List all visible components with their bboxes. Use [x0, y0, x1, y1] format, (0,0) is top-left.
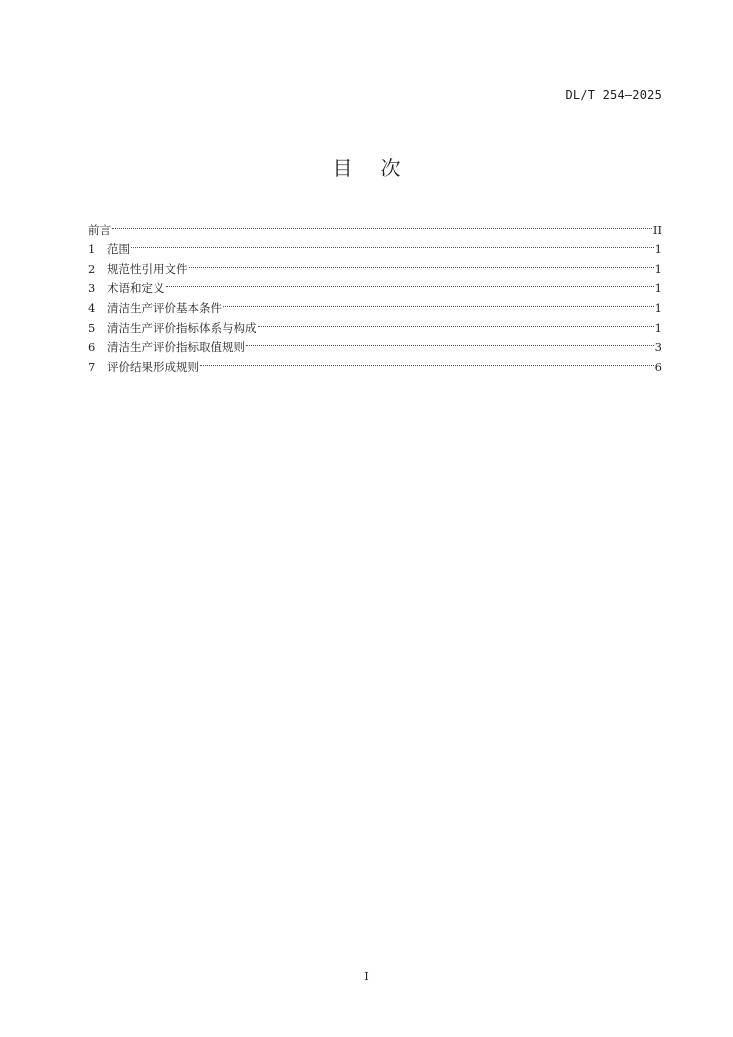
toc-leader-dots: [166, 273, 654, 293]
toc-leader-dots: [131, 234, 654, 254]
toc-entry-number: 7: [88, 359, 96, 374]
toc-entry-page: 1: [654, 261, 662, 276]
toc-entry-label: 清洁生产评价指标取值规则: [107, 340, 245, 355]
toc-entry-3[interactable]: [88, 273, 662, 296]
toc-entry-2[interactable]: [88, 253, 662, 276]
toc-leader-dots: [246, 332, 654, 352]
toc-entry-number: 1: [88, 242, 96, 257]
toc-entry-4[interactable]: [88, 292, 662, 315]
document-code: DL/T 254—2025: [565, 88, 662, 102]
toc-entry-label: 评价结果形成规则: [107, 359, 199, 374]
toc-entry-page: 1: [654, 320, 662, 335]
toc-entry-number: 2: [88, 261, 96, 276]
toc-title-char-2: 次: [380, 156, 401, 180]
toc-leader-dots: [223, 292, 654, 312]
toc-entry-label: 规范性引用文件: [107, 261, 188, 276]
toc-entry-label: 范围: [107, 242, 130, 257]
toc-entry-page: 3: [654, 340, 662, 355]
toc-entry-number: 4: [88, 300, 96, 315]
toc-title: [0, 152, 733, 181]
toc-entry-page: 1: [654, 300, 662, 315]
toc-entry-label: 前言: [88, 222, 111, 237]
toc-entry-page: II: [652, 222, 662, 237]
toc-entry-number: 6: [88, 340, 96, 355]
toc-entry-page: 6: [654, 359, 662, 374]
toc-leader-dots: [112, 214, 652, 234]
toc-entry-label: 清洁生产评价指标体系与构成: [107, 320, 257, 335]
toc-entry-number: 3: [88, 281, 96, 296]
toc-entry-label: 清洁生产评价基本条件: [107, 300, 222, 315]
toc-entry-foreword[interactable]: [88, 214, 662, 237]
toc-list: [88, 214, 662, 374]
page-number: I: [364, 970, 369, 983]
toc-leader-dots: [258, 312, 654, 332]
toc-entry-page: 1: [654, 281, 662, 296]
toc-entry-label: 术语和定义: [107, 281, 165, 296]
toc-entry-1[interactable]: [88, 234, 662, 257]
toc-entry-page: 1: [654, 242, 662, 257]
toc-leader-dots: [189, 253, 654, 273]
toc-leader-dots: [200, 351, 654, 371]
toc-title-char-1: 目: [332, 156, 353, 180]
toc-entry-number: 5: [88, 320, 96, 335]
